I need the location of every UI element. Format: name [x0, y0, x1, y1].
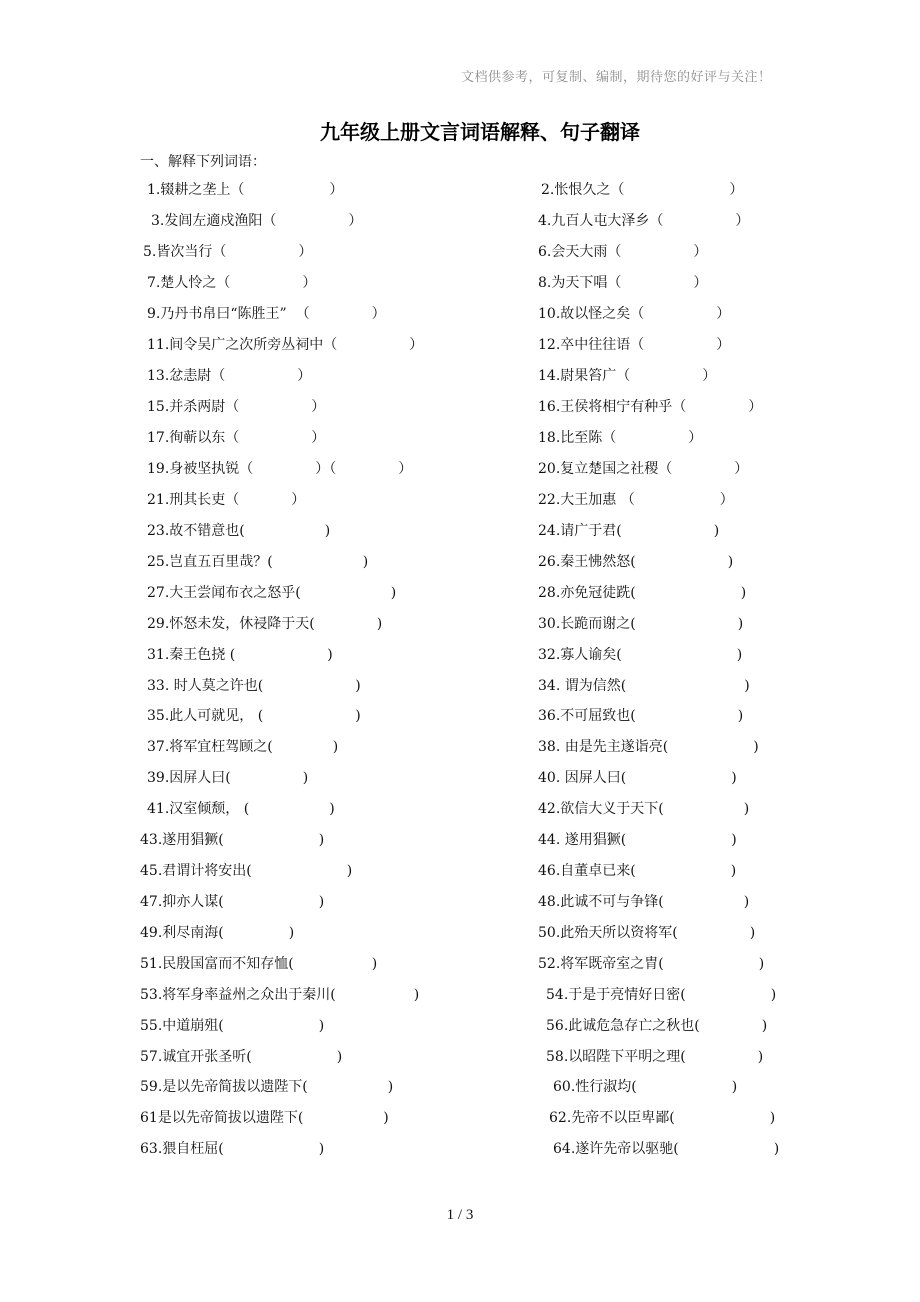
item-number: 32.	[538, 647, 561, 663]
closing-paren: )	[761, 1018, 768, 1034]
list-item	[538, 584, 746, 602]
item-number: 27.	[147, 585, 170, 601]
closing-paren: )	[753, 739, 759, 755]
list-item	[538, 924, 755, 942]
list-item	[140, 1140, 324, 1158]
item-number: 16.	[538, 399, 561, 415]
item-number: 13.	[147, 368, 170, 384]
item-number: 6.	[538, 244, 552, 260]
item-number: 50.	[538, 925, 561, 941]
list-item	[538, 862, 736, 880]
closing-paren: )	[318, 1018, 325, 1034]
list-item	[140, 955, 377, 973]
list-item	[538, 398, 762, 416]
closing-paren: )	[736, 647, 743, 663]
list-item	[147, 553, 368, 571]
item-phrase: 寡人谕矣(	[560, 647, 622, 663]
closing-paren: )	[727, 554, 734, 570]
item-phrase: 时人莫之许也(	[169, 678, 264, 694]
list-item	[549, 1109, 775, 1127]
closing-paren: )	[336, 1049, 343, 1065]
item-number: 59.	[140, 1079, 163, 1095]
page-title: 九年级上册文言词语解释、句子翻译	[320, 120, 640, 144]
item-phrase: 复立楚国之社稷（	[560, 461, 673, 477]
item-number: 33.	[147, 678, 170, 694]
item-number: 21.	[147, 492, 170, 508]
closing-paren: )	[743, 801, 750, 817]
list-item	[546, 1017, 767, 1035]
list-item	[143, 243, 312, 261]
list-item	[140, 1078, 393, 1096]
closing-paren: )	[318, 1141, 325, 1157]
item-phrase: 君谓计将安出(	[162, 863, 252, 879]
item-phrase: 秦王怫然怒(	[560, 554, 636, 570]
item-number: 42.	[538, 801, 561, 817]
closing-paren: ）（	[315, 461, 337, 477]
item-phrase: 九百人屯大泽乡（	[551, 213, 664, 229]
closing-paren: ）	[734, 461, 749, 477]
closing-paren: ）	[716, 337, 731, 353]
list-item	[553, 1140, 779, 1158]
list-item	[147, 274, 316, 292]
item-phrase: 秦王色挠 (	[169, 647, 236, 663]
item-number: 20.	[538, 461, 561, 477]
closing-paren: ）	[302, 275, 317, 291]
item-phrase: 乃丹书帛曰“陈胜王” （	[160, 306, 310, 322]
item-number: 25.	[147, 554, 170, 570]
closing-paren: )	[346, 863, 353, 879]
item-number: 9.	[147, 306, 161, 322]
item-phrase: 皆次当行（	[156, 244, 227, 260]
closing-paren: )	[318, 894, 325, 910]
closing-paren: )	[371, 956, 378, 972]
closing-paren: )	[355, 708, 361, 724]
list-item	[538, 769, 737, 787]
item-phrase: 汉室倾颓， (	[169, 801, 250, 817]
section-heading: 一、解释下列词语：	[140, 154, 266, 170]
item-phrase: 徇蕲以东（	[169, 430, 240, 446]
list-item	[538, 707, 743, 725]
list-item	[140, 1109, 389, 1127]
item-phrase: 比至陈（	[560, 430, 617, 446]
item-phrase: 岂直五百里哉？(	[169, 554, 273, 570]
closing-paren: ）	[719, 492, 734, 508]
list-item	[538, 212, 749, 230]
closing-paren: )	[744, 678, 750, 694]
item-phrase: 此诚不可与争锋(	[560, 894, 664, 910]
item-number: 36.	[538, 708, 561, 724]
item-phrase: 民殷国富而不知存恤(	[162, 956, 294, 972]
item-number: 61	[140, 1110, 158, 1126]
closing-paren: )	[355, 678, 361, 694]
item-phrase: 将军宜枉驾顾之(	[169, 739, 273, 755]
item-phrase: 并杀两尉（	[169, 399, 240, 415]
list-item	[147, 491, 305, 509]
item-number: 51.	[140, 956, 163, 972]
item-number: 17.	[147, 430, 170, 446]
item-phrase: 此殆天所以资将军(	[560, 925, 678, 941]
item-number: 2.	[541, 182, 555, 198]
list-item	[147, 367, 311, 385]
item-number: 46.	[538, 863, 561, 879]
item-phrase: 先帝不以臣卑鄙(	[571, 1110, 675, 1126]
list-item	[538, 367, 716, 385]
item-number: 23.	[147, 523, 170, 539]
list-item	[140, 924, 294, 942]
closing-paren: )	[737, 616, 744, 632]
list-item	[147, 398, 325, 416]
closing-paren: ）	[735, 213, 750, 229]
closing-paren: ）	[348, 213, 363, 229]
item-phrase: 此人可就见， (	[169, 708, 264, 724]
item-phrase: 猥自枉屈(	[162, 1141, 224, 1157]
list-item	[538, 893, 749, 911]
item-number: 49.	[140, 925, 163, 941]
closing-paren: ）	[329, 182, 344, 198]
item-number: 55.	[140, 1018, 163, 1034]
item-phrase: 大王尝闻布衣之怒乎(	[169, 585, 301, 601]
item-phrase: 性行淑均(	[575, 1079, 637, 1095]
item-phrase: 故以怪之矣（	[560, 306, 645, 322]
item-number: 58.	[546, 1049, 569, 1065]
list-item	[546, 1048, 763, 1066]
item-phrase: 谓为信然(	[560, 678, 627, 694]
list-item	[151, 212, 362, 230]
item-phrase: 尉果笞广（	[560, 368, 631, 384]
item-phrase: 故不错意也(	[169, 523, 245, 539]
closing-paren: )	[288, 925, 295, 941]
item-number: 4.	[538, 213, 552, 229]
item-phrase: 王侯将相宁有种乎（	[560, 399, 687, 415]
item-number: 41.	[147, 801, 170, 817]
list-item	[538, 243, 707, 261]
item-number: 1.	[147, 182, 161, 198]
list-item	[147, 615, 382, 633]
closing-paren: ）	[702, 368, 717, 384]
closing-paren: )	[318, 832, 325, 848]
item-number: 26.	[538, 554, 561, 570]
item-phrase: 由是先主遂诣亮(	[560, 739, 669, 755]
closing-paren: )	[324, 523, 331, 539]
item-number: 7.	[147, 275, 161, 291]
page-number: 1 / 3	[446, 1207, 474, 1223]
closing-paren: ）	[693, 244, 708, 260]
item-phrase: 是以先帝简拔以遗陛下(	[157, 1110, 304, 1126]
item-phrase: 中道崩殂(	[162, 1018, 224, 1034]
item-number: 56.	[546, 1018, 569, 1034]
item-phrase: 忿恚尉（	[169, 368, 226, 384]
item-phrase: 诚宜开张圣听(	[162, 1049, 252, 1065]
item-number: 43.	[140, 832, 163, 848]
list-item	[140, 862, 352, 880]
header-note: 文档供参考，可复制、编制，期待您的好评与关注！	[461, 70, 772, 85]
item-number: 45.	[140, 863, 163, 879]
item-phrase: 身被坚执锐（	[169, 461, 254, 477]
list-item	[147, 336, 423, 354]
item-number: 30.	[538, 616, 561, 632]
item-phrase: 利尽南海(	[162, 925, 224, 941]
closing-paren: )	[737, 708, 744, 724]
list-item	[538, 615, 743, 633]
list-item	[538, 677, 750, 695]
list-item	[140, 1048, 342, 1066]
closing-paren: )	[390, 585, 397, 601]
item-number: 28.	[538, 585, 561, 601]
list-item	[140, 1017, 324, 1035]
item-number: 11.	[147, 337, 170, 353]
closing-paren: )	[383, 1110, 389, 1126]
closing-paren: )	[731, 832, 737, 848]
item-phrase: 请广于君(	[560, 523, 622, 539]
item-phrase: 为天下唱（	[551, 275, 622, 291]
closing-paren: ）	[291, 492, 306, 508]
item-number: 63.	[140, 1141, 163, 1157]
list-item	[147, 738, 338, 756]
item-number: 53.	[140, 987, 163, 1003]
list-item	[147, 646, 333, 664]
list-item	[140, 831, 324, 849]
list-item	[538, 491, 734, 509]
item-phrase: 怅恨久之（	[554, 182, 625, 198]
item-number: 24.	[538, 523, 561, 539]
list-item	[538, 305, 730, 323]
item-phrase: 抑亦人谋(	[162, 894, 224, 910]
item-phrase: 长跪而谢之(	[560, 616, 636, 632]
closing-paren: )	[769, 1110, 776, 1126]
item-phrase: 遂许先帝以驱驰(	[575, 1141, 679, 1157]
closing-paren: )	[731, 1079, 738, 1095]
item-phrase: 欲信大义于天下(	[560, 801, 664, 817]
item-number: 47.	[140, 894, 163, 910]
item-phrase: 遂用猖獗(	[162, 832, 224, 848]
list-item	[147, 429, 325, 447]
closing-paren: )	[302, 770, 309, 786]
item-number: 54.	[546, 987, 569, 1003]
item-number: 29.	[147, 616, 170, 632]
list-item	[147, 677, 361, 695]
item-phrase: 不可屈致也(	[560, 708, 636, 724]
list-item	[538, 274, 707, 292]
list-item	[538, 460, 748, 478]
item-number: 40.	[538, 770, 561, 786]
item-phrase: 发闾左適戍渔阳（	[164, 213, 277, 229]
item-phrase: 亦免冠徒跣(	[560, 585, 636, 601]
list-item	[147, 584, 396, 602]
closing-paren: )	[329, 801, 335, 817]
item-phrase: 将军身率益州之众出于秦川(	[162, 987, 336, 1003]
closing-paren: ）	[748, 399, 763, 415]
item-number: 57.	[140, 1049, 163, 1065]
list-item	[147, 707, 361, 725]
list-item	[140, 986, 419, 1004]
list-item	[538, 955, 764, 973]
closing-paren: )	[376, 616, 383, 632]
closing-paren: ）	[297, 368, 312, 384]
item-number: 48.	[538, 894, 561, 910]
list-item	[147, 460, 412, 478]
closing-paren: ）	[398, 461, 413, 477]
closing-paren: )	[332, 739, 339, 755]
item-number: 34.	[538, 678, 561, 694]
item-number: 12.	[538, 337, 561, 353]
closing-paren: )	[730, 863, 737, 879]
item-phrase: 以昭陛下平明之理(	[568, 1049, 686, 1065]
closing-paren: ）	[693, 275, 708, 291]
item-number: 10.	[538, 306, 561, 322]
item-phrase: 楚人怜之（	[160, 275, 231, 291]
list-item	[553, 1078, 737, 1096]
list-item	[147, 769, 308, 787]
list-item	[538, 831, 737, 849]
closing-paren: ）	[716, 306, 731, 322]
item-phrase: 怀怒未发，休祲降于天(	[169, 616, 315, 632]
closing-paren: )	[387, 1079, 394, 1095]
item-phrase: 辍耕之垄上（	[160, 182, 245, 198]
item-phrase: 间令吴广之次所旁丛祠中（	[169, 337, 338, 353]
item-number: 38.	[538, 739, 561, 755]
item-phrase: 将军既帝室之胄(	[560, 956, 664, 972]
item-number: 64.	[553, 1141, 576, 1157]
list-item	[538, 800, 749, 818]
item-phrase: 因屏人曰(	[560, 770, 627, 786]
item-phrase: 于是于亮情好日密(	[568, 987, 686, 1003]
item-phrase: 卒中往往语（	[560, 337, 645, 353]
closing-paren: ）	[311, 399, 326, 415]
item-number: 18.	[538, 430, 561, 446]
item-number: 44.	[538, 832, 561, 848]
item-phrase: 大王加惠 （	[560, 492, 635, 508]
item-phrase: 是以先帝简拔以遗陛下(	[162, 1079, 308, 1095]
list-item	[147, 800, 335, 818]
closing-paren: )	[327, 647, 333, 663]
item-number: 60.	[553, 1079, 576, 1095]
item-number: 35.	[147, 708, 170, 724]
list-item	[140, 893, 324, 911]
item-number: 52.	[538, 956, 561, 972]
closing-paren: )	[749, 925, 756, 941]
closing-paren: )	[757, 1049, 764, 1065]
list-item	[538, 553, 733, 571]
closing-paren: )	[773, 1141, 780, 1157]
item-phrase: 会天大雨（	[551, 244, 622, 260]
list-item	[546, 986, 776, 1004]
item-number: 19.	[147, 461, 170, 477]
item-phrase: 刑其长吏（	[169, 492, 240, 508]
item-number: 5.	[143, 244, 157, 260]
item-number: 14.	[538, 368, 561, 384]
item-number: 22.	[538, 492, 561, 508]
list-item	[541, 181, 743, 199]
closing-paren: ）	[371, 306, 386, 322]
list-item	[538, 522, 719, 540]
item-phrase: 自董卓已来(	[560, 863, 636, 879]
closing-paren: )	[413, 987, 420, 1003]
closing-paren: )	[740, 585, 747, 601]
list-item	[538, 429, 702, 447]
closing-paren: ）	[311, 430, 326, 446]
list-item	[147, 181, 343, 199]
closing-paren: ）	[688, 430, 703, 446]
closing-paren: ）	[729, 182, 744, 198]
list-item	[538, 646, 742, 664]
closing-paren: )	[731, 770, 737, 786]
item-number: 8.	[538, 275, 552, 291]
list-item	[538, 336, 730, 354]
item-number: 39.	[147, 770, 170, 786]
closing-paren: ）	[298, 244, 313, 260]
item-number: 15.	[147, 399, 170, 415]
item-number: 37.	[147, 739, 170, 755]
item-phrase: 遂用猖獗(	[560, 832, 627, 848]
item-number: 31.	[147, 647, 170, 663]
closing-paren: )	[713, 523, 720, 539]
item-number: 3.	[151, 213, 165, 229]
list-item	[147, 305, 386, 323]
closing-paren: )	[758, 956, 765, 972]
item-phrase: 此诚危急存亡之秋也(	[568, 1018, 700, 1034]
list-item	[147, 522, 330, 540]
closing-paren: )	[770, 987, 777, 1003]
item-phrase: 因屏人曰(	[169, 770, 231, 786]
list-item	[538, 738, 759, 756]
closing-paren: )	[743, 894, 750, 910]
closing-paren: )	[362, 554, 369, 570]
item-number: 62.	[549, 1110, 572, 1126]
closing-paren: ）	[409, 337, 424, 353]
